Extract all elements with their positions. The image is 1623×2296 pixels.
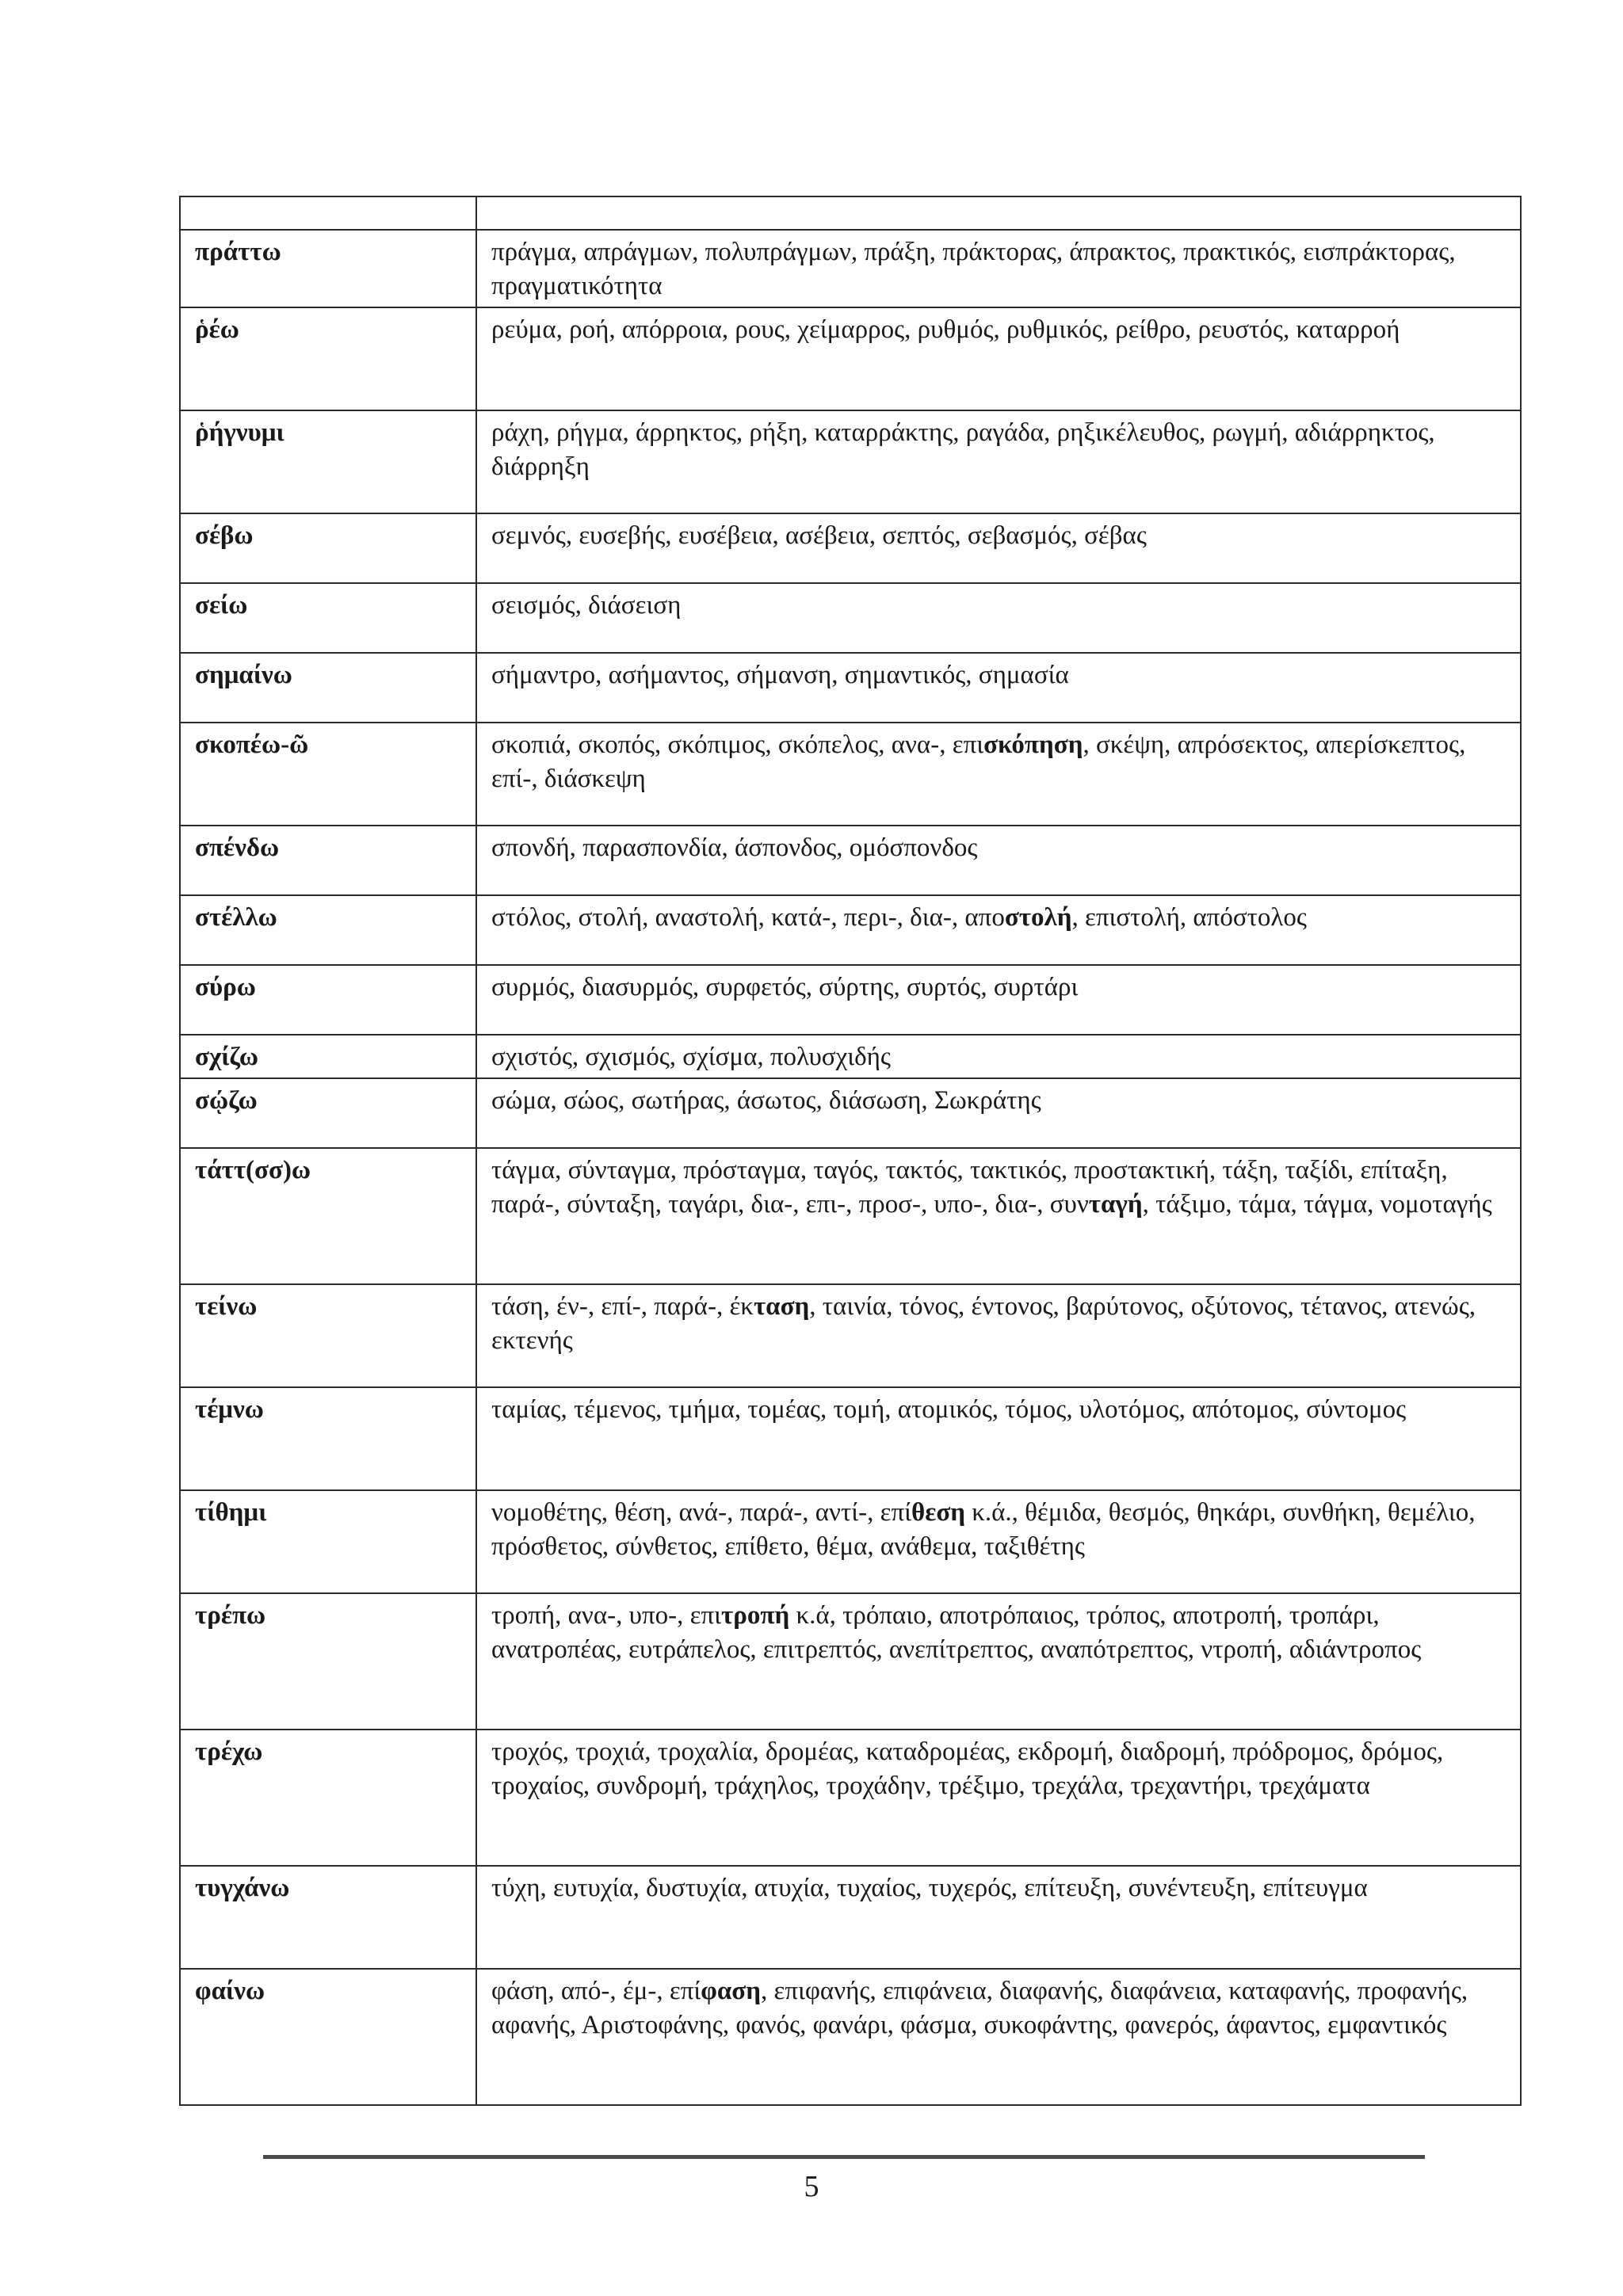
highlighted-word: ταση — [753, 1292, 810, 1321]
derived-words-cell — [476, 895, 1521, 965]
root-verb-cell: τρέπω — [180, 1593, 476, 1730]
table-row — [180, 1284, 1521, 1387]
word-text: ρεύμα, ροή, απόρροια, ρους, χείμαρρος, ρυθμός, ρυθμικός, ρείθρο, ρευστός, καταρροή — [491, 315, 1400, 344]
word-text: κ.ά, τρόπαιο, αποτρόπαιος, τρόπος, αποτροπή, τροπάρι, ανατροπέας, ευτράπελος, επιτρεπτός, ανεπίτρεπτος, αναπότρεπτος, ντροπή, αδιάντροπος — [491, 1601, 1422, 1664]
table-row — [180, 1078, 1521, 1148]
root-verb-cell: τρέχω — [180, 1730, 476, 1866]
footer-rule — [263, 2155, 1425, 2159]
table-row — [180, 1387, 1521, 1490]
word-text: νομοθέτης, θέση, ανά-, παρά-, αντί-, επί — [491, 1498, 911, 1527]
root-verb-cell: σύρω — [180, 965, 476, 1035]
highlighted-word: σκόπηση — [983, 730, 1083, 759]
word-text: κ.ά., θέμιδα, θεσμός, θηκάρι, συνθήκη, θεμέλιο, πρόσθετος, σύνθετος, επίθετο, θέμα, ανάθεμα, ταξιθέτης — [491, 1498, 1476, 1561]
word-text: τάση, έν-, επί-, παρά-, έκ — [491, 1292, 754, 1321]
root-verb-cell: σέβω — [180, 513, 476, 583]
derived-words-cell — [476, 1387, 1521, 1490]
page-number: 5 — [804, 2170, 819, 2203]
word-text: σεμνός, ευσεβής, ευσέβεια, ασέβεια, σεπτός, σεβασμός, σέβας — [491, 521, 1147, 550]
derived-words-cell — [476, 1969, 1521, 2105]
derived-words-cell — [476, 723, 1521, 826]
table-row — [180, 895, 1521, 965]
highlighted-word: στολή — [1004, 903, 1072, 932]
root-verb-cell: φαίνω — [180, 1969, 476, 2105]
table-row — [180, 1148, 1521, 1284]
root-verb-cell: ῥήγνυμι — [180, 410, 476, 513]
derived-words-cell — [476, 1866, 1521, 1969]
word-text: , ταινία, τόνος, έντονος, βαρύτονος, οξύτονος, τέτανος, ατενώς, εκτενής — [491, 1292, 1476, 1355]
derived-words-cell — [476, 1035, 1521, 1078]
derived-words-cell — [476, 307, 1521, 410]
highlighted-word: ταγή — [1088, 1190, 1143, 1219]
etymology-table — [179, 196, 1522, 2106]
word-text: στόλος, στολή, αναστολή, κατά-, περι-, δια-, απο — [491, 903, 1005, 932]
word-text: συρμός, διασυρμός, συρφετός, σύρτης, συρτός, συρτάρι — [491, 973, 1079, 1001]
word-text: , επιφανής, επιφάνεια, διαφανής, διαφάνεια, καταφανής, προφανής, αφανής, Αριστοφάνης, φανός, φανάρι, φάσμα, συκοφάντης, φανερός, άφαντος, εμφαντικός — [491, 1977, 1468, 2039]
root-verb-cell: σκοπέω-ῶ — [180, 723, 476, 826]
word-text: ταμίας, τέμενος, τμήμα, τομέας, τομή, ατομικός, τόμος, υλοτόμος, απότομος, σύντομος — [491, 1395, 1407, 1424]
table-row — [180, 1035, 1521, 1078]
word-text: σεισμός, διάσειση — [491, 591, 682, 620]
root-verb-cell: σχίζω — [180, 1035, 476, 1078]
derived-words-cell — [476, 410, 1521, 513]
word-text: τροχός, τροχιά, τροχαλία, δρομέας, καταδρομέας, εκδρομή, διαδρομή, πρόδρομος, δρόμος, τροχαίος, συνδρομή, τράχηλος, τροχάδην, τρέξιμο, τρεχάλα, τρεχαντήρι, τρεχάματα — [491, 1737, 1444, 1800]
root-verb-cell: τέμνω — [180, 1387, 476, 1490]
table-row — [180, 1593, 1521, 1730]
root-verb-cell: σείω — [180, 583, 476, 653]
root-verb-cell: ῥέω — [180, 307, 476, 410]
root-verb-cell — [180, 196, 476, 230]
root-verb-cell: στέλλω — [180, 895, 476, 965]
word-text: σχιστός, σχισμός, σχίσμα, πολυσχιδής — [491, 1043, 891, 1071]
highlighted-word: φαση — [701, 1977, 761, 2005]
table-row — [180, 1730, 1521, 1866]
root-verb-cell: σημαίνω — [180, 653, 476, 723]
table-row — [180, 307, 1521, 410]
derived-words-cell — [476, 1490, 1521, 1593]
table-row — [180, 410, 1521, 513]
word-text: σκοπιά, σκοπός, σκόπιμος, σκόπελος, ανα-, επι — [491, 730, 984, 759]
word-text: σώμα, σώος, σωτήρας, άσωτος, διάσωση, Σωκράτης — [491, 1086, 1041, 1115]
root-verb-cell: σπένδω — [180, 826, 476, 895]
table-row — [180, 230, 1521, 307]
word-text: τροπή, ανα-, υπο-, επι — [491, 1601, 722, 1630]
root-verb-cell: τάττ(σσ)ω — [180, 1148, 476, 1284]
derived-words-cell — [476, 583, 1521, 653]
derived-words-cell — [476, 826, 1521, 895]
derived-words-cell — [476, 653, 1521, 723]
table-row — [180, 1866, 1521, 1969]
table-row — [180, 1490, 1521, 1593]
word-text: σήμαντρο, ασήμαντος, σήμανση, σημαντικός, σημασία — [491, 661, 1069, 689]
derived-words-cell — [476, 230, 1521, 307]
word-text: , επιστολή, απόστολος — [1071, 903, 1307, 932]
word-text: τύχη, ευτυχία, δυστυχία, ατυχία, τυχαίος, τυχερός, επίτευξη, συνέντευξη, επίτευγμα — [491, 1874, 1368, 1902]
word-text: σπονδή, παρασπονδία, άσπονδος, ομόσπονδος — [491, 833, 978, 862]
derived-words-cell — [476, 1284, 1521, 1387]
derived-words-cell — [476, 513, 1521, 583]
word-text: , σκέψη, απρόσεκτος, απερίσκεπτος, επί-, διάσκεψη — [491, 730, 1466, 793]
derived-words-cell — [476, 1078, 1521, 1148]
table-row — [180, 583, 1521, 653]
derived-words-cell — [476, 196, 1521, 230]
word-text: πράγμα, απράγμων, πολυπράγμων, πράξη, πράκτορας, άπρακτος, πρακτικός, εισπράκτορας, πραγματικότητα — [491, 238, 1456, 300]
root-verb-cell: τίθημι — [180, 1490, 476, 1593]
table-row — [180, 965, 1521, 1035]
table-row — [180, 826, 1521, 895]
derived-words-cell — [476, 965, 1521, 1035]
highlighted-word: τροπή — [721, 1601, 790, 1630]
root-verb-cell: τυγχάνω — [180, 1866, 476, 1969]
table-row — [180, 723, 1521, 826]
highlighted-word: θεση — [911, 1498, 966, 1527]
table-row — [180, 513, 1521, 583]
word-text: ράχη, ρήγμα, άρρηκτος, ρήξη, καταρράκτης, ραγάδα, ρηξικέλευθος, ρωγμή, αδιάρρηκτος, διάρρηξη — [491, 418, 1435, 481]
table-row — [180, 653, 1521, 723]
derived-words-cell — [476, 1730, 1521, 1866]
word-text: , τάξιμο, τάμα, τάγμα, νομοταγής — [1142, 1190, 1492, 1219]
table-row — [180, 1969, 1521, 2105]
root-verb-cell: τείνω — [180, 1284, 476, 1387]
derived-words-cell — [476, 1593, 1521, 1730]
derived-words-cell — [476, 1148, 1521, 1284]
table-row — [180, 196, 1521, 230]
root-verb-cell: πράττω — [180, 230, 476, 307]
root-verb-cell: σῴζω — [180, 1078, 476, 1148]
word-text: φάση, από-, έμ-, επί — [491, 1977, 701, 2005]
word-text: τάγμα, σύνταγμα, πρόσταγμα, ταγός, τακτός, τακτικός, προστακτική, τάξη, ταξίδι, επίταξη, παρά-, σύνταξη, ταγάρι, δια-, επι-, προσ-, υπο-, δια-, συν — [491, 1156, 1448, 1219]
